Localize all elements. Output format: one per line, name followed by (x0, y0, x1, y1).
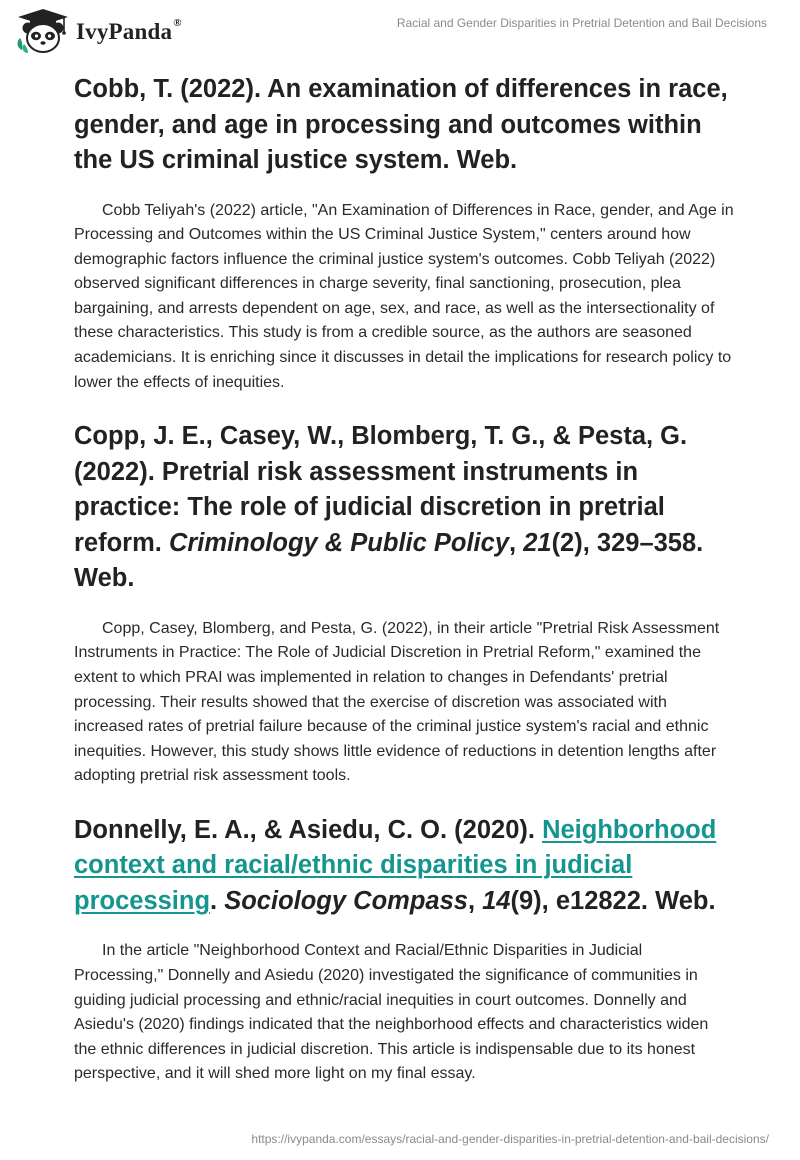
journal-volume: 21 (523, 528, 552, 557)
footer-url[interactable]: https://ivypanda.com/essays/racial-and-gender-disparities-in-pretrial-detention-and-bail-decisions/ (251, 1132, 769, 1146)
brand-name: IvyPanda® (76, 17, 182, 44)
citation-details: (2), 329–358. Web. (74, 528, 704, 593)
reference-summary-2: Copp, Casey, Blomberg, and Pesta, G. (2022), in their article "Pretrial Risk Assessment Instruments in Practice: The Role of Judicial Discretion in Pretrial Reform," examined the extent to which PRAI was implemented in relation to changes in Defendants' pretrial processing. Their results showed that the exercise of discretion was associated with increased rates of pretrial failure because of the criminal justice system's racial and ethnic inequities. However, this study shows little evidence of reductions in detention lengths after adopting pretrial risk assessment tools. (74, 619, 720, 785)
journal-name: Criminology & Public Policy (168, 528, 510, 557)
article-link[interactable]: Neighborhood context and racial/ethnic disparities in judicial processing (74, 815, 717, 915)
reference-list (74, 72, 734, 1087)
page-header (0, 0, 800, 60)
reference-citation-1: Cobb, T. (2022). An examination of differences in race, gender, and age in processing and outcomes within the US criminal justice system. Web. (74, 75, 728, 174)
reference-summary-3: In the article "Neighborhood Context and Racial/Ethnic Disparities in Judicial Processing," Donnelly and Asiedu (2020) investigated the significance of communities in guiding judicial processing and ethnic/racial inequities in court outcomes. Donnelly and Asiedu's (2020) findings indicated that the neighborhood effects and characteristics widen the ethnic differences in judicial discretion. This article is indispensable due to its honest perspective, and it will shed more light on my final essay. (74, 942, 709, 1083)
journal-name: Sociology Compass (224, 886, 468, 915)
citation-authors: Donnelly, E. A., & Asiedu, C. O. (2020). (74, 815, 543, 844)
journal-volume: 14 (482, 886, 511, 915)
panda-graduate-icon (14, 8, 72, 54)
registered-mark: ® (173, 17, 182, 29)
citation-authors: Copp, J. E., Casey, W., Blomberg, T. G., & Pesta, G. (2022). Pretrial risk assessment instruments in practice: The role of judicial discretion in pretrial reform. (74, 422, 688, 557)
reference-summary-1: Cobb Teliyah's (2022) article, "An Examination of Differences in Race, gender, and Age in Processing and Outcomes within the US Criminal Justice System," centers around how demographic factors influence the criminal justice system's outcomes. Cobb Teliyah (2022) observed significant differences in charge severity, final sanctioning, prosecution, plea bargaining, and arrests dependent on age, sex, and race, as well as the intersectionality of these characteristics. This study is from a credible source, as the authors are seasoned academicians. It is enriching since it discusses in detail the implications for research policy to lower the effects of inequities. (74, 201, 734, 391)
reference-citation-2: Copp, J. E., Casey, W., Blomberg, T. G., & Pesta, G. (2022). Pretrial risk assessment instruments in practice: The role of judicial discretion in pretrial reform. Criminology & Public Policy, 21(2), 329–358. Web. (74, 422, 704, 593)
document-title: Racial and Gender Disparities in Pretrial Detention and Bail Decisions (396, 16, 767, 30)
reference-citation-3: Donnelly, E. A., & Asiedu, C. O. (2020). Neighborhood context and racial/ethnic disparities in judicial processing. Sociology Compass, 14(9), e12822. Web. (74, 815, 717, 915)
citation-details: (9), e12822. Web. (510, 886, 716, 915)
ivypanda-logo[interactable] (14, 8, 182, 54)
